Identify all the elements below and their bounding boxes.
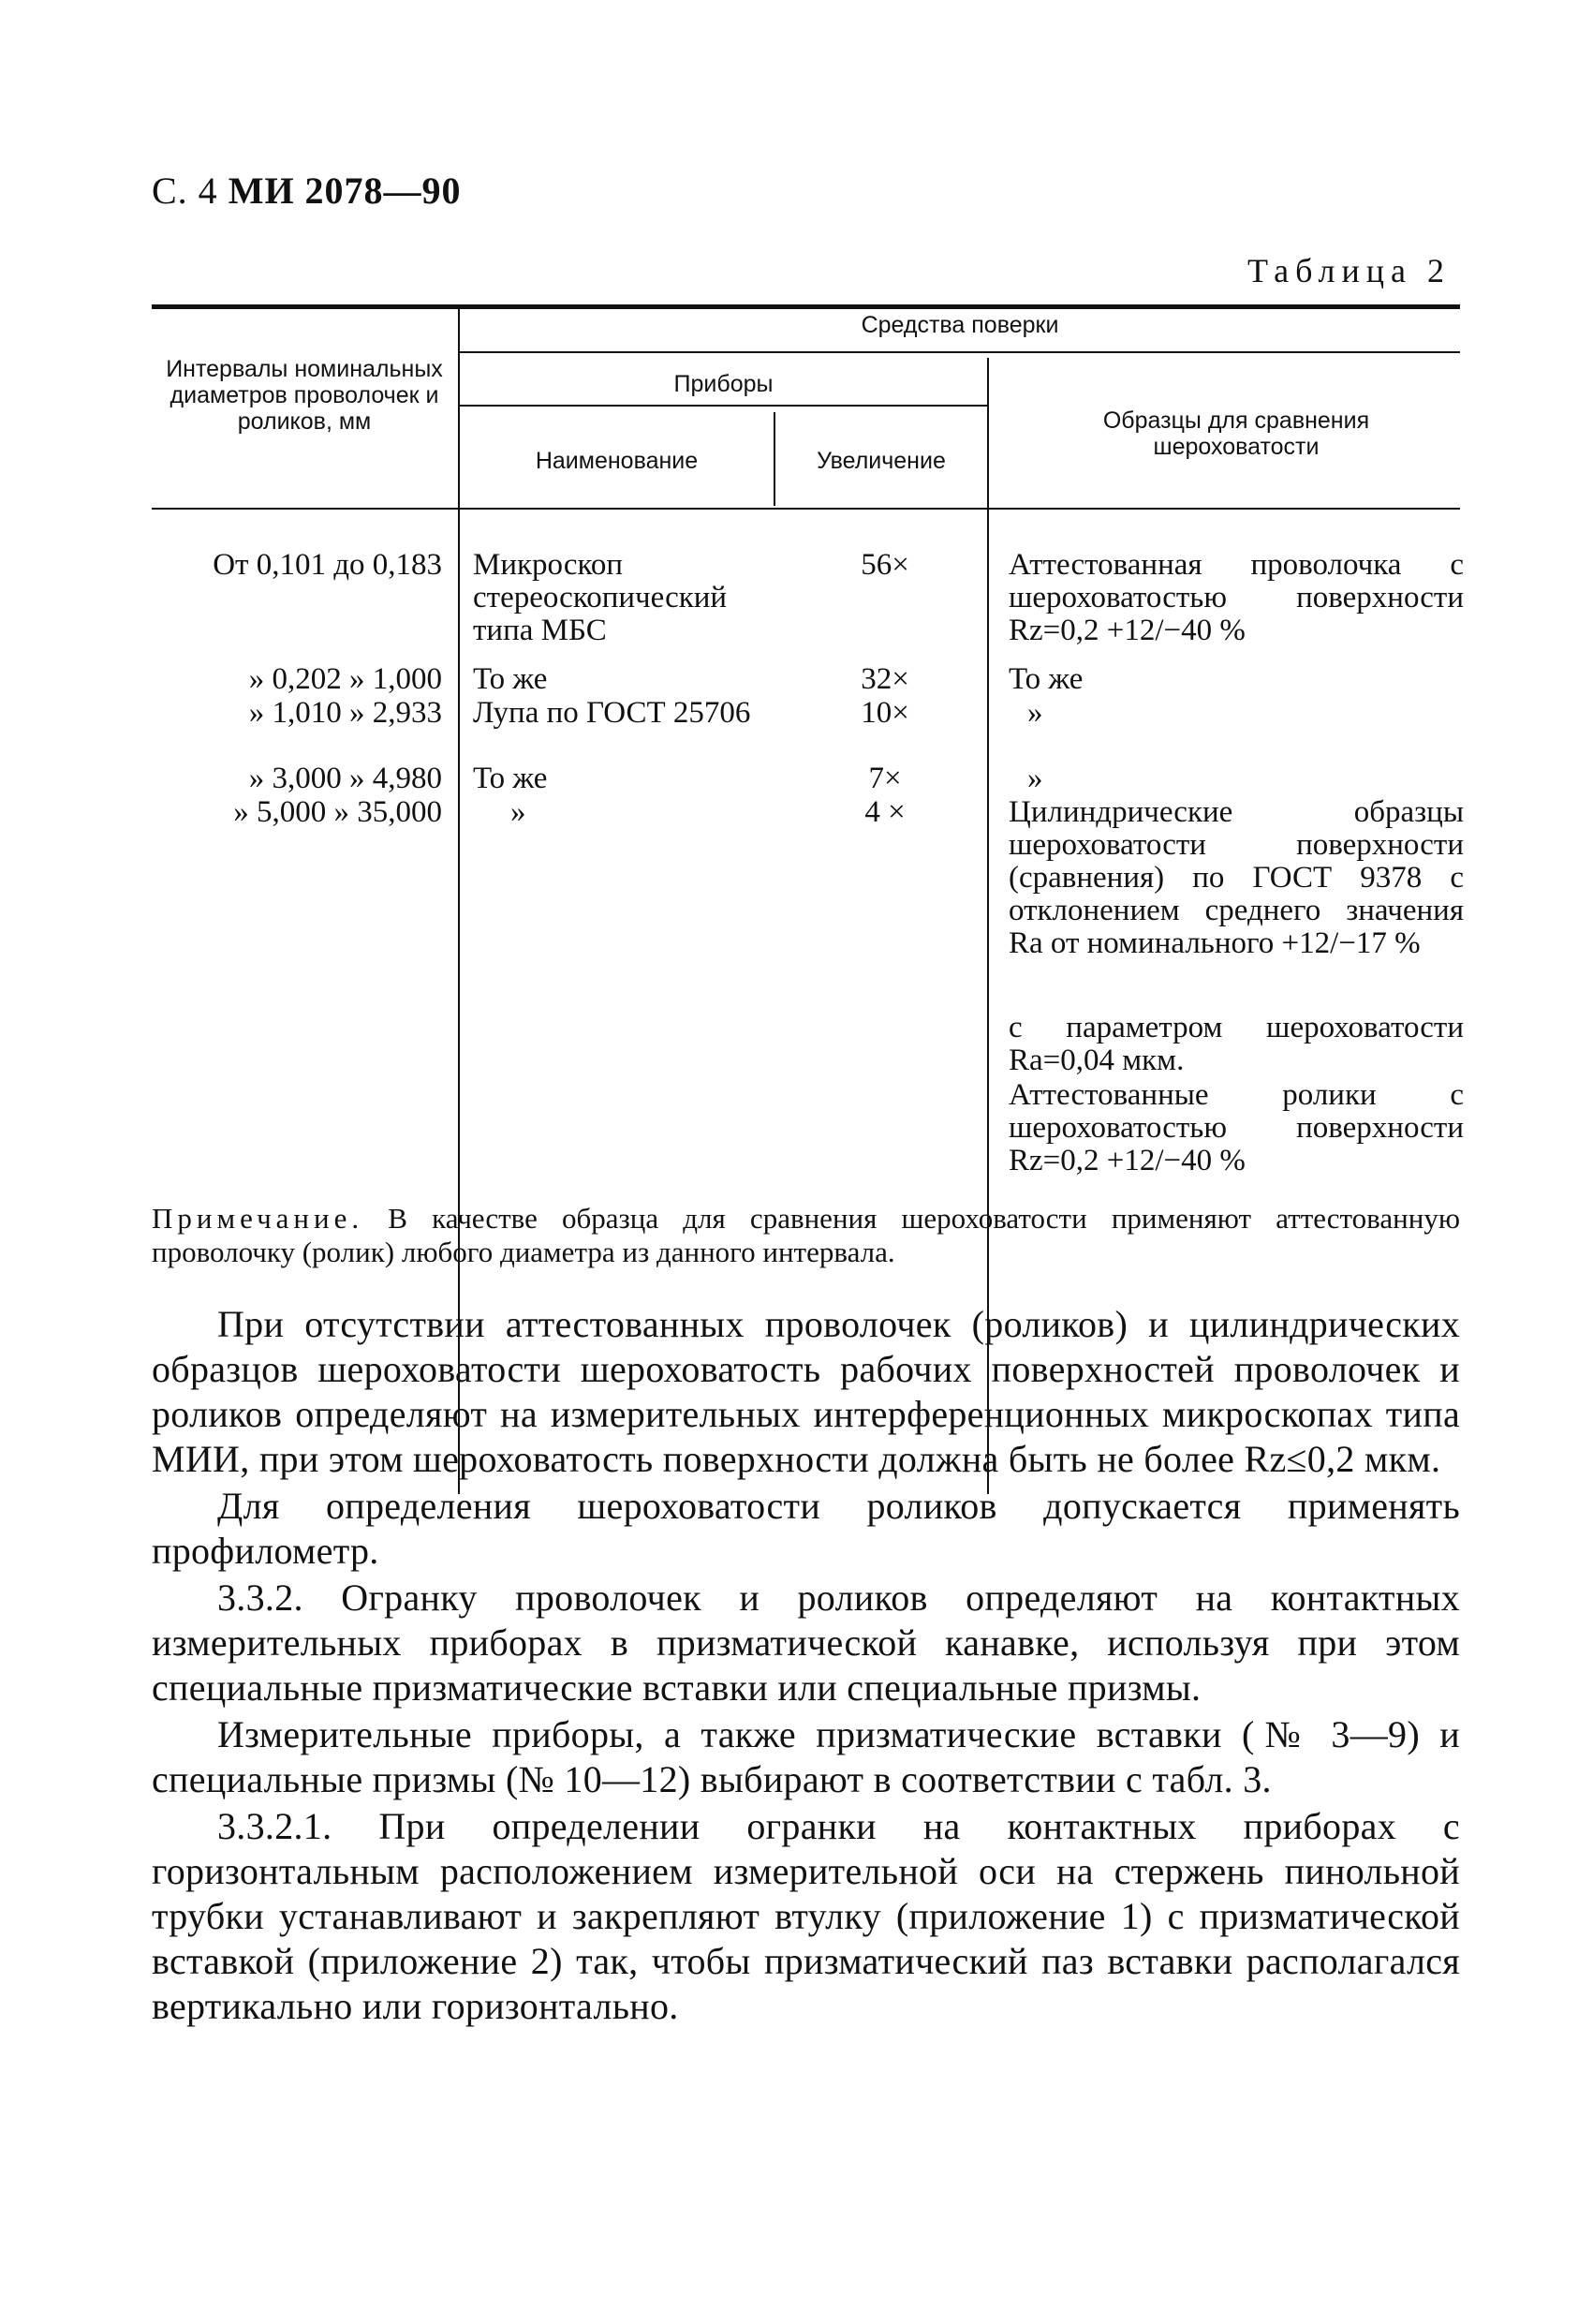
row-3-magnification: 10× bbox=[861, 696, 909, 730]
header-intervals: Интервалы номинальных диаметров проволочек и роликов, мм bbox=[166, 356, 443, 435]
header-magnification: Увеличение bbox=[817, 448, 946, 474]
header-bottom-rule bbox=[152, 508, 1460, 510]
header-rule-2 bbox=[460, 405, 987, 407]
document-code: МИ 2078—90 bbox=[228, 170, 462, 212]
table-note bbox=[152, 1202, 1460, 1269]
row-4-magnification: 7× bbox=[868, 762, 902, 795]
row-5-sample-rollers: Аттестованные ролики с шероховатостью поверхности Rz=0,2 +12/−40 % bbox=[1009, 1078, 1464, 1177]
row-4-interval: » 3,000 » 4,980 bbox=[248, 762, 442, 795]
note-label: Примечание. bbox=[152, 1202, 364, 1235]
row-3-sample: » bbox=[1027, 696, 1043, 730]
page-header bbox=[152, 169, 462, 213]
paragraph: Для определения шероховатости роликов допускается применять профилометр. bbox=[152, 1485, 1460, 1572]
row-5-sample: Цилиндрические образцы шероховатости поверхности (сравнения) по ГОСТ 9378 с отклонением среднего значения Ra от номинального +12/−17 % bbox=[1009, 795, 1464, 960]
header-rule-1 bbox=[460, 351, 1460, 353]
row-1-interval: От 0,101 до 0,183 bbox=[213, 548, 442, 582]
row-3-device: Лупа по ГОСТ 25706 bbox=[473, 696, 751, 730]
row-5-interval: » 5,000 » 35,000 bbox=[233, 795, 442, 829]
table-caption: Таблица 2 bbox=[1247, 252, 1451, 289]
body-text bbox=[152, 1302, 1460, 2031]
row-1-magnification: 56× bbox=[861, 548, 909, 582]
row-5-magnification: 4 × bbox=[864, 795, 906, 829]
row-4-device: То же bbox=[473, 762, 548, 795]
paragraph: 3.3.2.1. При определении огранки на контактных приборах с горизонтальным расположением измерительной оси на стержень пинольной трубки устанавливают и закрепляют втулку (приложение 1) с призматической вставкой (приложение 2) так, чтобы призматический паз вставки располагался вертикально или горизонтально. bbox=[152, 1805, 1460, 2027]
header-samples: Образцы для сравнения шероховатости bbox=[1102, 407, 1370, 460]
row-1-device: Микроскоп стереоскопический типа МБС bbox=[473, 548, 728, 647]
row-3-interval: » 1,010 » 2,933 bbox=[248, 696, 442, 730]
page-number: С. 4 bbox=[152, 170, 218, 212]
header-devices: Приборы bbox=[673, 371, 774, 397]
header-name: Наименование bbox=[535, 448, 699, 474]
paragraph: При отсутствии аттестованных проволочек (роликов) и цилиндрических образцов шероховатости шероховатость рабочих поверхностей проволочек и роликов определяют на измерительных интерференционных микроскопах типа МИИ, при этом шероховатость поверхности должна быть не более Rz≤0,2 мкм. bbox=[152, 1303, 1460, 1480]
row-2-sample: То же bbox=[1009, 662, 1084, 696]
header-means: Средства поверки bbox=[861, 312, 1059, 338]
row-2-magnification: 32× bbox=[861, 662, 909, 696]
paragraph: 3.3.2. Огранку проволочек и роликов определяют на контактных измерительных приборах в призматической канавке, используя при этом специальные призматические вставки или специальные призмы. bbox=[152, 1576, 1460, 1709]
row-4-sample: » bbox=[1027, 762, 1043, 795]
note-text: В качестве образца для сравнения шероховатости применяют аттестованную проволочку (ролик) любого диаметра из данного интервала. bbox=[152, 1202, 1461, 1268]
row-5-sample-parameter: с параметром шероховатости Ra=0,04 мкм. bbox=[1009, 1011, 1464, 1077]
paragraph: Измерительные приборы, а также призматические вставки (№ 3—9) и специальные призмы (№ 10—12) выбирают в соответствии с табл. 3. bbox=[152, 1713, 1460, 1800]
row-2-device: То же bbox=[473, 662, 548, 696]
row-1-sample: Аттестованная проволочка с шероховатостью поверхности Rz=0,2 +12/−40 % bbox=[1009, 548, 1464, 647]
row-2-interval: » 0,202 » 1,000 bbox=[248, 662, 442, 696]
table-top-rule bbox=[152, 304, 1460, 309]
row-5-device: » bbox=[510, 795, 526, 829]
